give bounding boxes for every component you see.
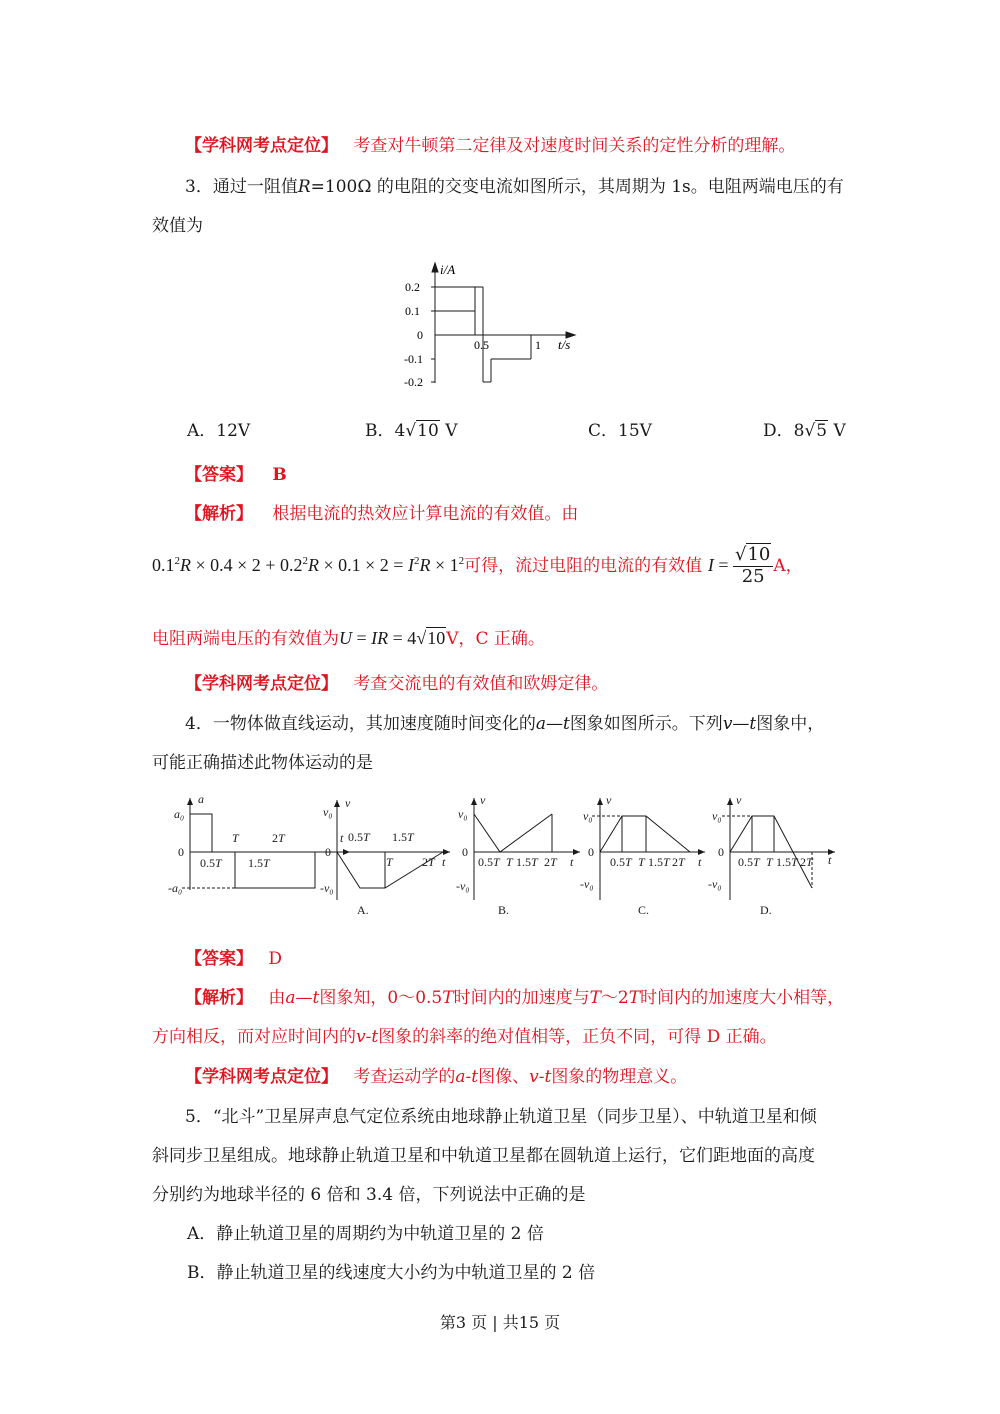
q4-stem-var: v bbox=[722, 714, 733, 734]
svg-text:2T: 2T bbox=[672, 855, 685, 869]
svg-text:0: 0 bbox=[462, 845, 468, 859]
voltage-text: 电阻两端电压的有效值为 bbox=[152, 629, 339, 649]
svg-text:a: a bbox=[198, 792, 204, 806]
answer-tag: 【答案】 bbox=[185, 949, 253, 969]
kaodian-text: 图象的物理意义。 bbox=[551, 1067, 688, 1087]
q4-stem-part: 图象如图所示。下列 bbox=[569, 714, 723, 734]
option-prefix: B．4 bbox=[365, 421, 406, 441]
svg-text:0: 0 bbox=[588, 845, 594, 859]
q3-kaodian-line bbox=[185, 669, 608, 694]
svg-text:1.5T: 1.5T bbox=[516, 855, 538, 869]
svg-text:0: 0 bbox=[178, 845, 184, 859]
q4-stem-var: a bbox=[535, 714, 546, 734]
svg-text:2T: 2T bbox=[800, 855, 813, 869]
q4-stem-part: 图象中， bbox=[756, 714, 825, 734]
vt-graph-d bbox=[708, 793, 835, 917]
option-radicand: 10 bbox=[417, 421, 439, 441]
equation-result-text: 可得，流过电阻的电流的有效值 bbox=[464, 556, 703, 577]
kaodian-text: 考查对牛顿第二定律及对速度时间关系的定性分析的理解。 bbox=[353, 136, 796, 156]
answer-tag: 【答案】 bbox=[185, 465, 253, 485]
q4-stem-var: t bbox=[749, 714, 757, 734]
q3-analysis-line bbox=[185, 499, 578, 524]
kaodian-text: 考查运动学的 bbox=[353, 1067, 456, 1087]
equation-unit: A， bbox=[773, 556, 803, 577]
q4-stem-line1 bbox=[185, 709, 824, 734]
x-tick-label: 0.5 bbox=[474, 338, 489, 352]
q4-stem-part: — bbox=[732, 714, 750, 734]
svg-text:t: t bbox=[442, 855, 446, 869]
svg-text:0.5T: 0.5T bbox=[738, 855, 760, 869]
svg-text:t: t bbox=[828, 853, 832, 867]
q4-stem-line2: 可能正确描述此物体运动的是 bbox=[152, 753, 373, 773]
q4-kaodian-line: 【学科网考点定位】 考查运动学的a-t图像、v-t图象的物理意义。 bbox=[185, 1067, 688, 1087]
sqrt-icon: √ bbox=[405, 421, 417, 441]
kaodian-tag: 【学科网考点定位】 bbox=[185, 674, 338, 694]
q3-option-c: C．15V bbox=[588, 421, 652, 441]
q3-stem-line1 bbox=[185, 172, 844, 197]
svg-text:-a₀: -a₀ bbox=[168, 881, 183, 895]
svg-text:0.5T: 0.5T bbox=[200, 856, 222, 870]
svg-text:-v₀: -v₀ bbox=[320, 881, 334, 895]
svg-text:1.5T: 1.5T bbox=[648, 855, 670, 869]
graph-label-d: D. bbox=[760, 903, 772, 917]
graph-label-c: C. bbox=[638, 903, 650, 917]
q5-stem-line2: 斜同步卫星组成。地球静止轨道卫星和中轨道卫星都在圆轨道上运行，它们距地面的高度 bbox=[152, 1146, 815, 1166]
svg-text:v₀: v₀ bbox=[583, 809, 593, 823]
svg-text:2T: 2T bbox=[544, 855, 557, 869]
analysis-text: 由 bbox=[268, 988, 286, 1008]
q3-stem-var: R bbox=[297, 177, 311, 197]
analysis-text: 时间内的加速度与 bbox=[453, 988, 590, 1008]
svg-text:0.5T: 0.5T bbox=[610, 855, 632, 869]
svg-text:2T: 2T bbox=[272, 831, 285, 845]
kaodian-text: 图像、 bbox=[478, 1067, 530, 1087]
analysis-text: 方向相反，而对应时间内的 bbox=[152, 1027, 356, 1047]
q4-analysis-line2: 方向相反，而对应时间内的v-t图象的斜率的绝对值相等，正负不同，可得 D 正确。 bbox=[152, 1027, 777, 1047]
effective-current-fraction bbox=[733, 545, 773, 587]
svg-text:T: T bbox=[232, 831, 239, 845]
svg-text:v: v bbox=[480, 793, 486, 807]
analysis-text: 图象知，0～0.5 bbox=[319, 988, 443, 1008]
q3-option-d bbox=[763, 416, 846, 441]
analysis-text: 图象的斜率的绝对值相等，正负不同，可得 D 正确。 bbox=[378, 1027, 777, 1047]
q3-current-chart bbox=[395, 258, 595, 398]
svg-text:1.5T: 1.5T bbox=[776, 855, 798, 869]
analysis-text: 时间内的加速度大小相等， bbox=[640, 988, 845, 1008]
y-tick-label: 0 bbox=[417, 328, 423, 342]
svg-text:-v₀: -v₀ bbox=[580, 877, 594, 891]
svg-text:-v₀: -v₀ bbox=[456, 879, 470, 893]
svg-text:0.5T: 0.5T bbox=[478, 855, 500, 869]
svg-text:T: T bbox=[638, 855, 645, 869]
q5-stem-line3: 分别约为地球半径的 6 倍和 3.4 倍，下列说法中正确的是 bbox=[152, 1185, 586, 1205]
svg-text:1.5T: 1.5T bbox=[392, 830, 414, 844]
sqrt-icon: √ bbox=[416, 628, 427, 648]
svg-text:t: t bbox=[698, 855, 702, 869]
q5-stem-line1: 5．“北斗”卫星屏声息气定位系统由地球静止轨道卫星（同步卫星）、中轨道卫星和倾 bbox=[185, 1107, 817, 1127]
svg-text:t: t bbox=[570, 855, 574, 869]
q4-stem-part: 4．一物体做直线运动，其加速度随时间变化的 bbox=[185, 714, 536, 734]
y-tick-label: -0.2 bbox=[404, 375, 423, 389]
svg-text:v₀: v₀ bbox=[712, 809, 722, 823]
y-tick-label: 0.1 bbox=[405, 304, 420, 318]
q3-equation-line: $0.1^2R \times 0.4 \times 2 + 0.2^2R \times 0.1 \times 2 = I^2R \times 1^2$可得，流过电阻的电流的有效值 I = $\frac{√10}{25}$ A， bbox=[152, 544, 803, 587]
analysis-var: t bbox=[312, 988, 320, 1008]
x-tick-label: 1 bbox=[535, 338, 541, 352]
option-prefix: D．8 bbox=[763, 421, 805, 441]
svg-text:v: v bbox=[606, 793, 612, 807]
answer-value: B bbox=[272, 465, 287, 485]
q5-option-b: B．静止轨道卫星的线速度大小约为中轨道卫星的 2 倍 bbox=[187, 1263, 596, 1283]
q3-stem-part: =100Ω 的电阻的交变电流如图所示，其周期为 1s。电阻两端电压的有 bbox=[310, 177, 844, 197]
svg-text:v: v bbox=[736, 793, 742, 807]
vt-graph-c bbox=[580, 793, 705, 917]
svg-text:a₀: a₀ bbox=[174, 807, 185, 821]
analysis-tag: 【解析】 bbox=[185, 504, 253, 524]
y-tick-label: 0.2 bbox=[405, 280, 420, 294]
q4-graphs bbox=[160, 790, 850, 920]
option-unit: V bbox=[828, 421, 846, 441]
svg-text:v₀: v₀ bbox=[323, 805, 333, 819]
q2-kaodian-line bbox=[185, 131, 795, 156]
fraction-radicand: 10 bbox=[747, 544, 771, 565]
svg-text:0: 0 bbox=[325, 845, 331, 859]
option-radicand: 5 bbox=[816, 421, 828, 441]
x-axis-label: t/s bbox=[558, 337, 571, 352]
kaodian-text: 考查交流电的有效值和欧姆定律。 bbox=[353, 674, 609, 694]
q3-option-b bbox=[365, 416, 457, 441]
option-unit: V bbox=[439, 421, 458, 441]
y-tick-label: -0.1 bbox=[404, 352, 423, 366]
sqrt-icon: √ bbox=[734, 544, 747, 565]
q3-answer-line bbox=[185, 460, 287, 485]
svg-text:-v₀: -v₀ bbox=[708, 877, 722, 891]
analysis-text: 根据电流的热效应计算电流的有效值。由 bbox=[272, 504, 579, 524]
q3-stem-line2: 效值为 bbox=[152, 216, 203, 236]
q4-stem-part: — bbox=[545, 714, 563, 734]
svg-text:v: v bbox=[345, 796, 351, 810]
q3-stem-part: 3．通过一阻值 bbox=[185, 177, 298, 197]
graph-label-b: B. bbox=[498, 903, 510, 917]
svg-text:T: T bbox=[766, 855, 773, 869]
analysis-text: — bbox=[295, 988, 313, 1008]
analysis-text: ～2 bbox=[600, 988, 629, 1008]
q3-voltage-line: 电阻两端电压的有效值为U = IR = 4√10V，C 正确。 bbox=[152, 628, 545, 649]
graph-label-a: A. bbox=[357, 903, 369, 917]
svg-text:1.5T: 1.5T bbox=[248, 856, 270, 870]
svg-text:0: 0 bbox=[718, 845, 724, 859]
svg-text:2T: 2T bbox=[422, 855, 435, 869]
answer-value: D bbox=[268, 949, 283, 969]
svg-text:0.5T: 0.5T bbox=[348, 830, 370, 844]
y-axis-arrow-icon bbox=[432, 263, 438, 272]
kaodian-tag: 【学科网考点定位】 bbox=[185, 136, 338, 156]
svg-text:T: T bbox=[386, 855, 393, 869]
q4-stem-var: t bbox=[562, 714, 570, 734]
analysis-var: a bbox=[285, 988, 296, 1008]
analysis-tag: 【解析】 bbox=[185, 988, 253, 1008]
sqrt-icon: √ bbox=[804, 421, 816, 441]
q4-answer-line bbox=[185, 944, 282, 969]
voltage-text: V，C 正确。 bbox=[446, 629, 545, 649]
y-axis-label: i/A bbox=[440, 262, 456, 277]
vt-graph-b bbox=[456, 793, 580, 917]
vt-graph-a bbox=[320, 796, 450, 917]
svg-text:t: t bbox=[340, 831, 344, 845]
kaodian-tag: 【学科网考点定位】 bbox=[185, 1067, 338, 1087]
q5-option-a: A．静止轨道卫星的周期约为中轨道卫星的 2 倍 bbox=[187, 1224, 544, 1244]
q4-analysis-line1: 【解析】 由a—t图象知，0～0.5T时间内的加速度与T～2T时间内的加速度大小相等， bbox=[185, 988, 845, 1008]
heat-equation: $0.1^2R \times 0.4 \times 2 + 0.2^2R \times 0.1 \times 2 = I^2R \times 1^2$ bbox=[152, 555, 465, 576]
svg-text:T: T bbox=[506, 855, 513, 869]
fraction-denominator: 25 bbox=[741, 565, 765, 587]
page-footer: 第3 页 | 共15 页 bbox=[439, 1313, 561, 1332]
svg-text:v₀: v₀ bbox=[458, 807, 468, 821]
q3-option-a: A．12V bbox=[187, 421, 251, 441]
